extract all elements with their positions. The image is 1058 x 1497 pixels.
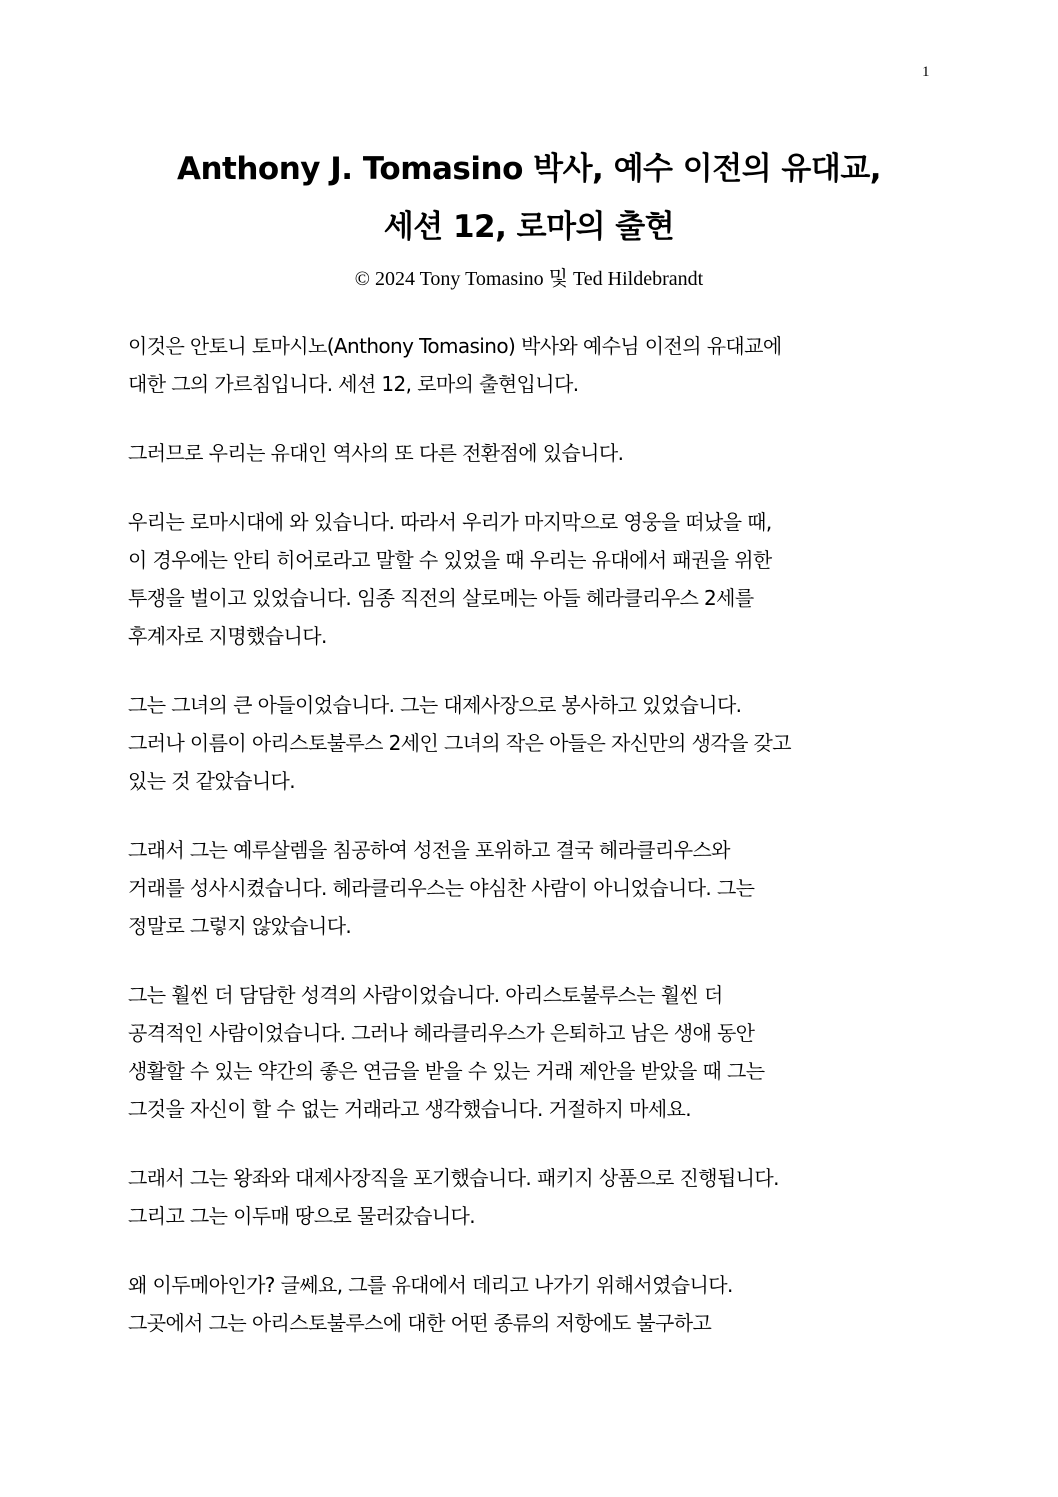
text-line: 후계자로 지명했습니다. <box>128 624 327 648</box>
text-line: 왜 이두메아인가? 글쎄요, 그를 유대에서 데리고 나가기 위해서였습니다. <box>128 1273 733 1297</box>
text-line: 그는 그녀의 큰 아들이었습니다. 그는 대제사장으로 봉사하고 있었습니다. <box>128 693 742 717</box>
title-line-1: Anthony J. Tomasino 박사, 예수 이전의 유대교, <box>176 151 882 187</box>
paragraph <box>128 831 948 945</box>
text-line: 이것은 안토니 토마시노(Anthony Tomasino) 박사와 예수님 이전의 유대교에 <box>128 334 782 358</box>
text-line: 그것을 자신이 할 수 없는 거래라고 생각했습니다. 거절하지 마세요. <box>128 1097 692 1121</box>
title-line-2: 세션 12, 로마의 출현 <box>383 209 675 245</box>
paragraph <box>128 434 948 472</box>
paragraph <box>128 503 948 655</box>
text-line: 그리고 그는 이두매 땅으로 물러갔습니다. <box>128 1204 476 1228</box>
text-line: 대한 그의 가르침입니다. 세션 12, 로마의 출현입니다. <box>128 372 579 396</box>
document-body <box>128 327 948 1373</box>
text-line: 그래서 그는 왕좌와 대제사장직을 포기했습니다. 패키지 상품으로 진행됩니다. <box>128 1166 779 1190</box>
paragraph <box>128 1159 948 1235</box>
copyright-notice: © 2024 Tony Tomasino 및 Ted Hildebrandt <box>354 268 704 290</box>
text-line: 있는 것 같았습니다. <box>128 769 296 793</box>
text-line: 그러나 이름이 아리스토불루스 2세인 그녀의 작은 아들은 자신만의 생각을 갖고 <box>128 731 791 755</box>
text-line: 그곳에서 그는 아리스토불루스에 대한 어떤 종류의 저항에도 불구하고 <box>128 1311 712 1335</box>
text-line: 공격적인 사람이었습니다. 그러나 헤라클리우스가 은퇴하고 남은 생애 동안 <box>128 1021 755 1045</box>
paragraph <box>128 327 948 403</box>
text-line: 그러므로 우리는 유대인 역사의 또 다른 전환점에 있습니다. <box>128 441 624 465</box>
text-line: 정말로 그렇지 않았습니다. <box>128 914 352 938</box>
text-line: 거래를 성사시켰습니다. 헤라클리우스는 야심찬 사람이 아니었습니다. 그는 <box>128 876 755 900</box>
paragraph <box>128 976 948 1128</box>
document-title <box>80 140 978 256</box>
text-line: 이 경우에는 안티 히어로라고 말할 수 있었을 때 우리는 유대에서 패권을 위한 <box>128 548 772 572</box>
paragraph <box>128 1266 948 1342</box>
text-line: 그래서 그는 예루살렘을 침공하여 성전을 포위하고 결국 헤라클리우스와 <box>128 838 730 862</box>
text-line: 그는 훨씬 더 담담한 성격의 사람이었습니다. 아리스토불루스는 훨씬 더 <box>128 983 723 1007</box>
text-line: 투쟁을 벌이고 있었습니다. 임종 직전의 살로메는 아들 헤라클리우스 2세를 <box>128 586 754 610</box>
paragraph <box>128 686 948 800</box>
text-line: 우리는 로마시대에 와 있습니다. 따라서 우리가 마지막으로 영웅을 떠났을 때, <box>128 510 772 534</box>
page-number: 1 <box>922 64 930 80</box>
text-line: 생활할 수 있는 약간의 좋은 연금을 받을 수 있는 거래 제안을 받았을 때 그는 <box>128 1059 765 1083</box>
